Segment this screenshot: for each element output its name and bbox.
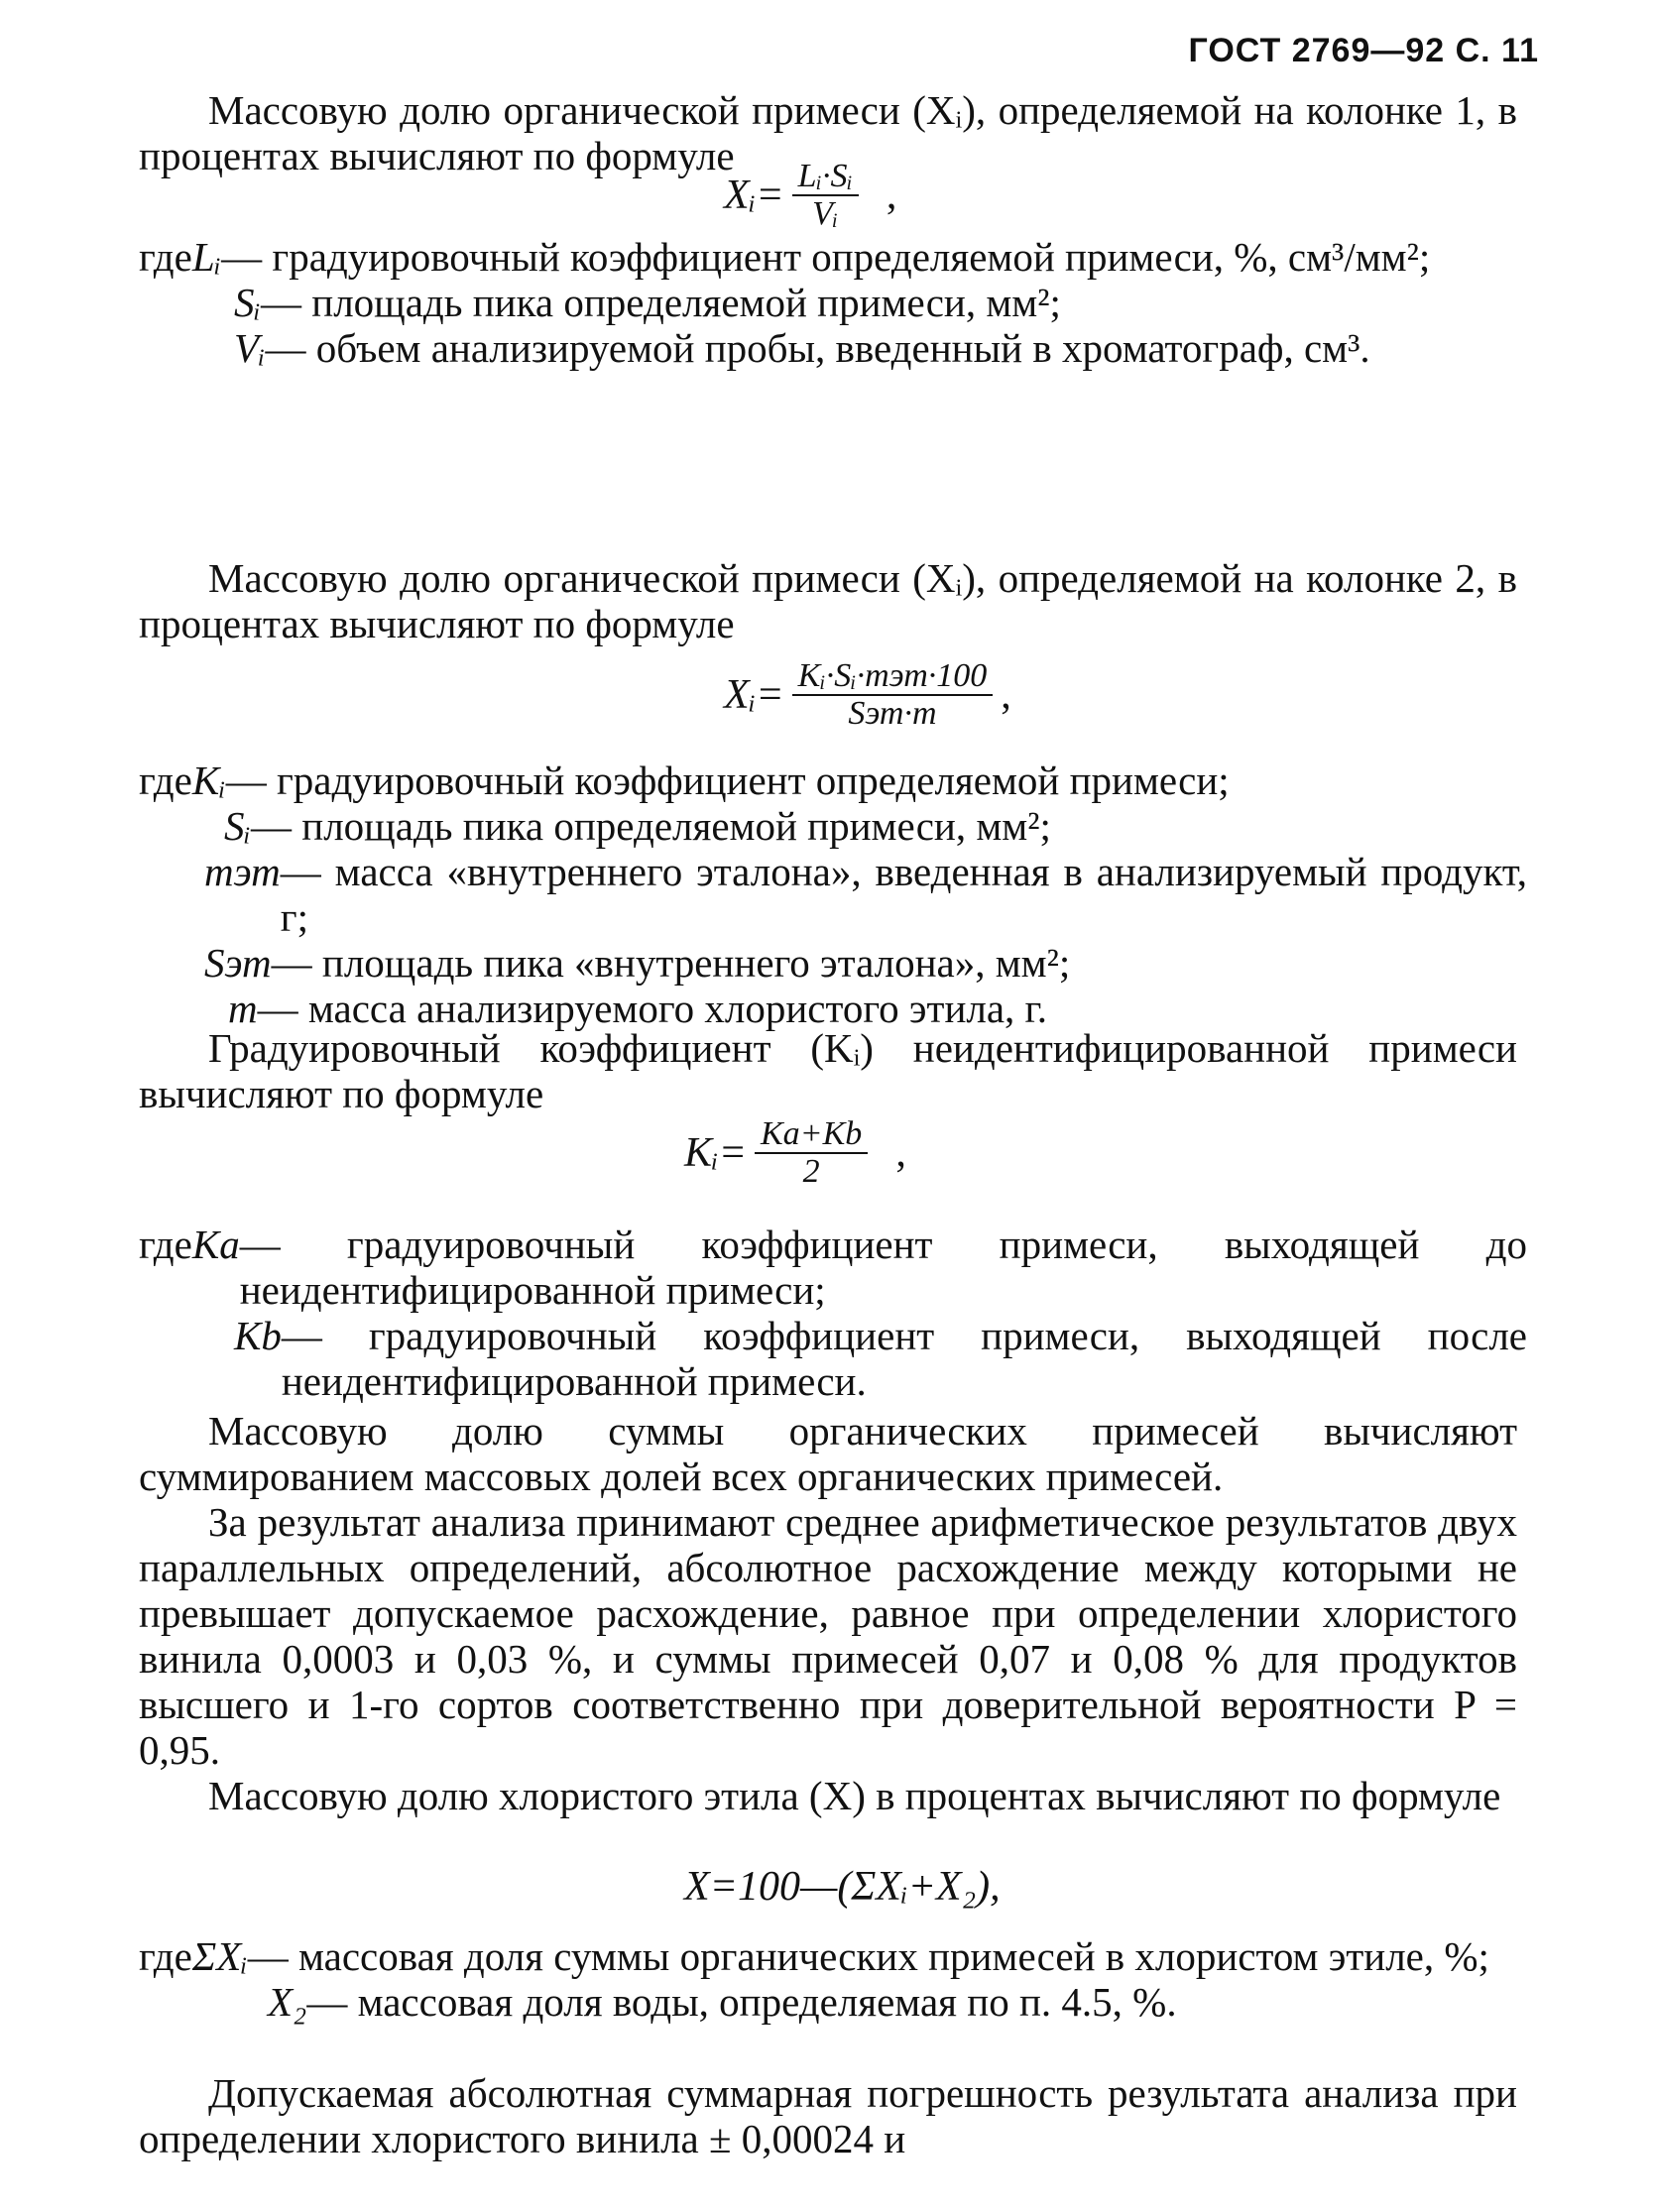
definition-lead: где [139,234,192,280]
formula-expression: X=100—(ΣXᵢ+X₂), [684,1864,1001,1910]
definition-symbol: Kb [234,1313,282,1358]
definition-text: — площадь пика определяемой примеси, мм²; [251,803,1051,849]
definition-text: — объем анализируемой пробы, введенный в хроматограф, см³. [265,325,1370,371]
definition-item [139,757,1527,803]
definition-text: — градуировочный коэффициент примеси, выходящей до неидентифицированной примеси; [239,1222,1527,1313]
definition-symbol: Ka [191,1222,240,1267]
paragraph-7 [139,2070,1517,2161]
formula-lhs: Xᵢ= [724,672,784,718]
definitions-3 [139,1222,1527,1404]
definition-text: — масса анализируемого хлористого этила, г. [257,986,1047,1031]
definition-symbol: Lᵢ [191,234,222,280]
formula-tail: , [1001,672,1011,718]
formula-numerator: Lᵢ·Sᵢ [792,159,859,196]
paragraph-4 [139,1408,1517,1499]
definition-symbol: Vᵢ [234,325,266,371]
paragraph-2 [139,555,1517,646]
paragraph-5 [139,1499,1517,1773]
definition-item [139,849,1527,940]
definition-text: — площадь пика определяемой примеси, мм²; [261,280,1061,325]
formula-fraction [755,1116,868,1190]
definition-text: — площадь пика «внутреннего эталона», мм²; [271,940,1071,986]
paragraph-text: Массовую долю суммы органических примесей вычисляют суммированием массовых долей всех органических примесей. [139,1408,1517,1499]
paragraph-text: Массовую долю органической примеси (Xᵢ), определяемой на колонке 1, в процентах вычисляют по формуле [139,87,1517,178]
definition-symbol: ΣXᵢ [191,1933,248,1979]
definition-symbol: m [228,986,258,1031]
definition-item [139,1222,1527,1313]
definition-text: — масса «внутреннего эталона», введенная в анализируемый продукт, г; [280,849,1527,940]
page-header: ГОСТ 2769—92 С. 11 [1188,32,1539,69]
formula-lhs: Xᵢ= [724,173,784,218]
definition-text: — массовая доля суммы органических примесей в хлористом этиле, %; [247,1933,1489,1979]
definition-symbol: Sᵢ [224,803,251,849]
definitions-2 [139,757,1527,1031]
definition-item [139,280,1527,325]
formula-tail: , [895,1130,906,1176]
definition-item [139,940,1527,986]
definition-item [139,1313,1527,1404]
definition-item [139,325,1527,371]
definition-item [139,803,1527,849]
definitions-1 [139,234,1527,371]
formula-1 [724,159,896,232]
paragraph-6 [139,1773,1517,1818]
definition-text: — градуировочный коэффициент определяемой примеси, %, см³/мм²; [221,234,1431,280]
formula-numerator: Ka+Kb [755,1116,868,1154]
definition-text: — массовая доля воды, определяемая по п. 4.5, %. [306,1979,1177,2025]
definition-symbol: X₂ [268,1979,307,2025]
formula-4 [684,1864,1001,1910]
formula-denominator: Sэт·m [848,695,937,732]
paragraph-text: Допускаемая абсолютная суммарная погрешность результата анализа при определении хлористого винила ± 0,00024 и [139,2070,1517,2161]
formula-fraction [792,159,859,232]
formula-numerator: Kᵢ·Sᵢ·mэт·100 [792,658,994,696]
definition-lead: где [139,1933,192,1979]
formula-fraction [792,658,994,732]
definition-item [139,234,1527,280]
paragraph-text: За результат анализа принимают среднее арифметическое результатов двух параллельных определений, абсолютное расхождение между которыми не превышает допускаемое расхождение, равное при определении хлористого винила 0,0003 и 0,03 %, и суммы примесей 0,07 и 0,08 % для продуктов высшего и 1-го сортов соответственно при доверительной вероятности P = 0,95. [139,1499,1517,1773]
definitions-4 [139,1933,1527,2025]
definition-lead: где [139,757,192,803]
definition-text: — градуировочный коэффициент примеси, выходящей после неидентифицированной примеси. [281,1313,1527,1404]
paragraph-text: Массовую долю органической примеси (Xᵢ), определяемой на колонке 2, в процентах вычисляют по формуле [139,555,1517,646]
formula-tail: , [886,173,897,218]
definition-symbol: Sэт [204,940,272,986]
formula-denominator: 2 [802,1153,820,1190]
formula-2 [724,658,1011,732]
paragraph-text: Массовую долю хлористого этила (X) в процентах вычисляют по формуле [208,1773,1501,1818]
definition-item [139,1979,1527,2025]
definition-symbol: Kᵢ [191,757,226,803]
definition-symbol: Sᵢ [234,280,261,325]
definition-item [139,1933,1527,1979]
definition-lead: где [139,1222,192,1267]
formula-lhs: Kᵢ= [684,1130,747,1176]
paragraph-text: Градуировочный коэффициент (Kᵢ) неидентифицированной примеси вычисляют по формуле [139,1025,1517,1116]
formula-denominator: Vᵢ [812,195,839,232]
definition-text: — градуировочный коэффициент определяемой примеси; [225,757,1230,803]
definition-symbol: mэт [204,849,281,894]
paragraph-3 [139,1025,1517,1116]
formula-3 [684,1116,906,1190]
